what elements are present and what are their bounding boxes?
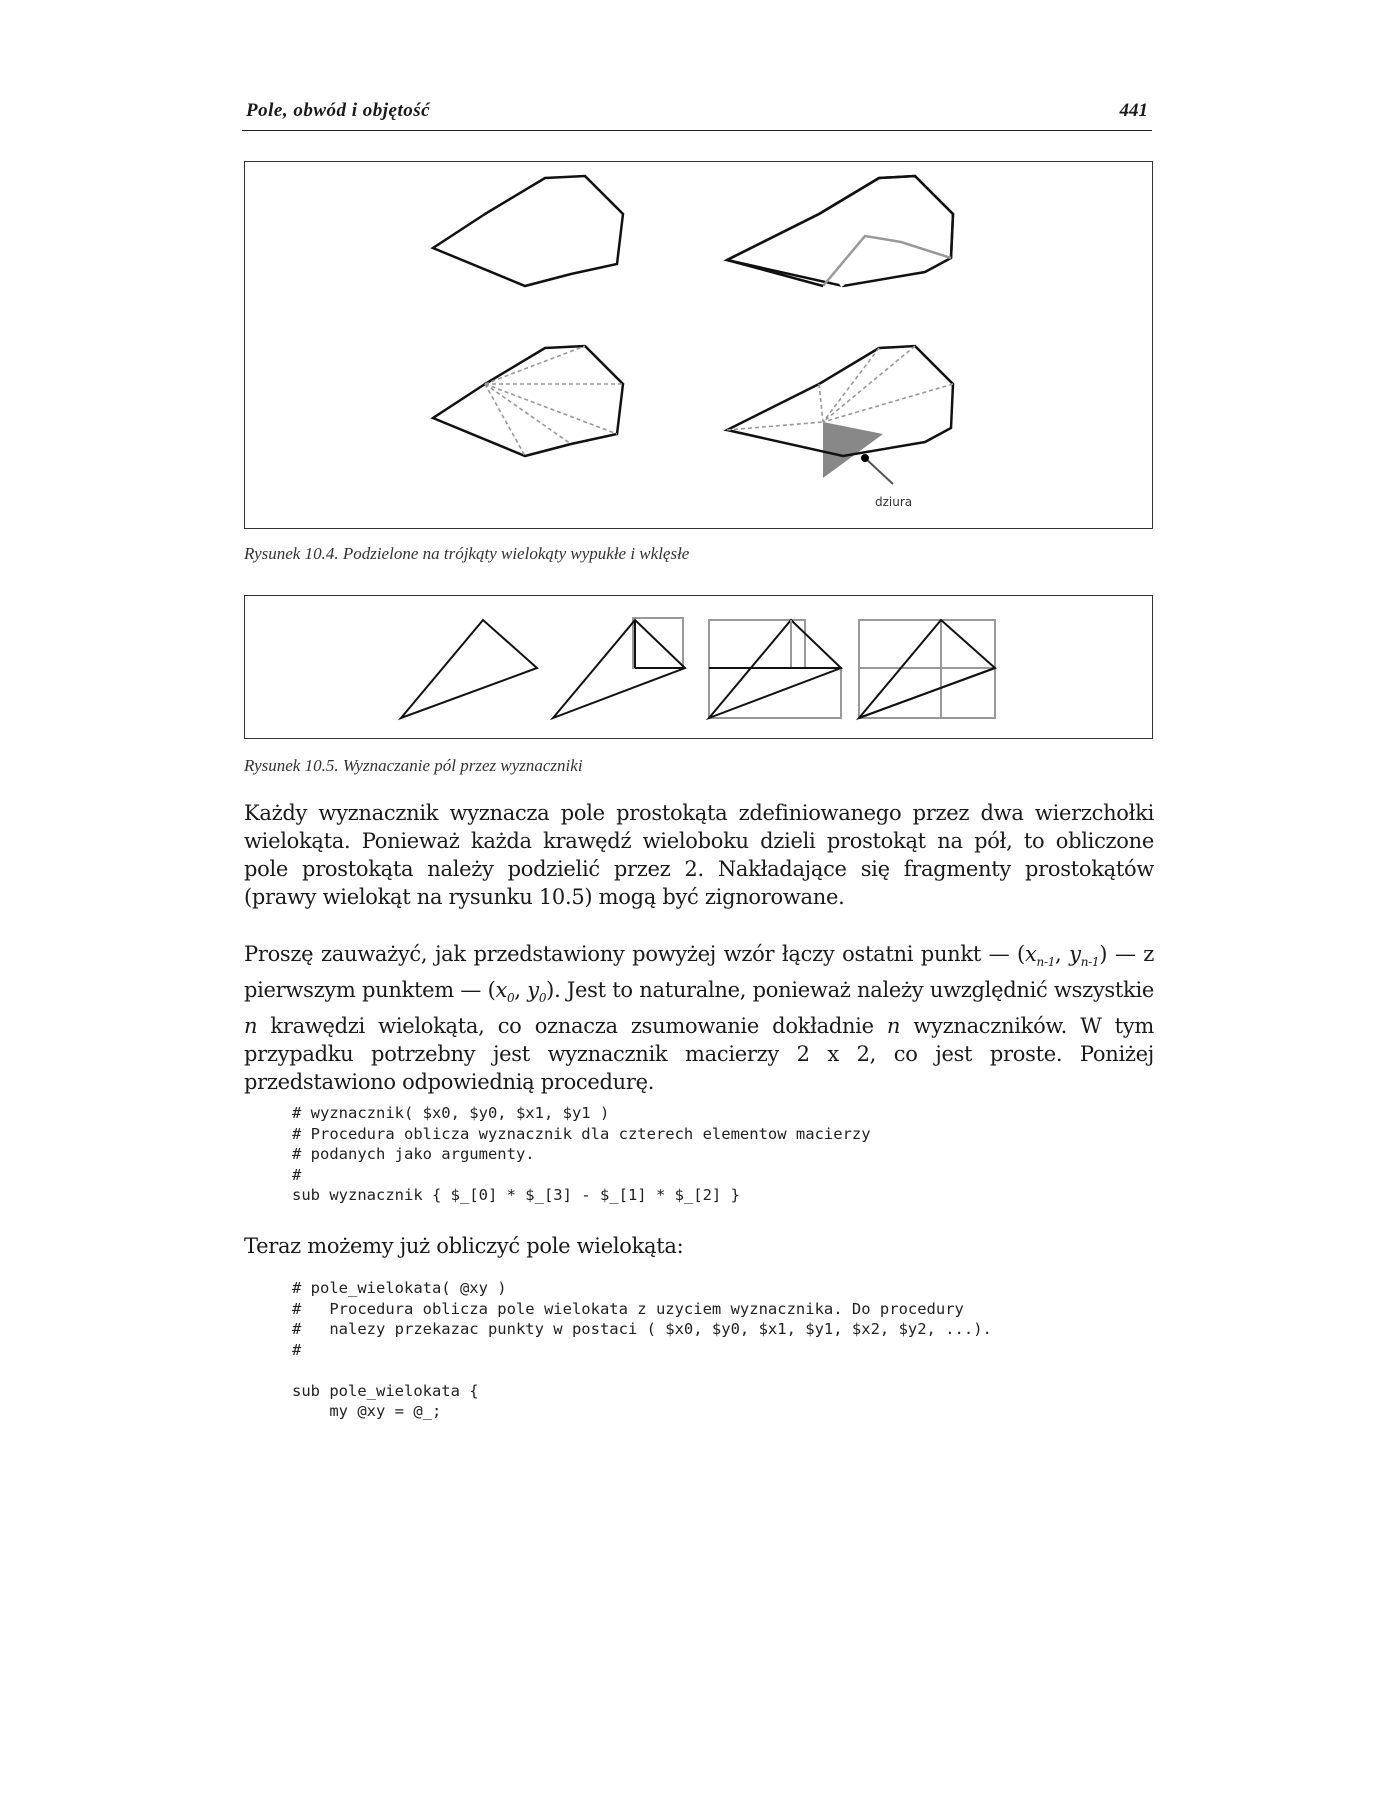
figure-10-4 (244, 161, 1153, 529)
figure-10-5-drawing (245, 596, 1152, 738)
concave-diagonals (727, 346, 953, 430)
code-block-wyznacznik: # wyznacznik( $x0, $y0, $x1, $y1 ) # Procedura oblicza wyznacznik dla czterech elementow macierzy # podanych jako argumenty. # sub wyznacznik { $_[0] * $_[3] - $_[1] * $_[2] } (292, 1104, 871, 1204)
paragraph-3: Teraz możemy już obliczyć pole wielokąta: (244, 1234, 684, 1258)
triangulated-convex (433, 346, 623, 456)
figure-10-5-caption: Rysunek 10.5. Wyznaczanie pól przez wyznaczniki (244, 756, 583, 775)
hole-dot (861, 454, 869, 462)
figure-10-4-caption: Rysunek 10.4. Podzielone na trójkąty wielokąty wypukłe i wklęsłe (244, 544, 690, 563)
running-title: Pole, obwód i objętość (246, 100, 431, 121)
figure-10-5 (244, 595, 1153, 739)
code-block-pole-wielokata: # pole_wielokata( @xy ) # Procedura oblicza pole wielokata z uzyciem wyznacznika. Do procedury # nalezy przekazac punkty w postaci ( $x0, $y0, $x1, $y1, $x2, $y2, ...). # sub pole_wielokata { my @xy = @_; (292, 1279, 992, 1420)
paragraph-1: Każdy wyznacznik wyznacza pole prostokąta zdefiniowanego przez dwa wierzchołki wielokąta. Ponieważ każda krawędź wieloboku dzieli prostokąt na pół, to obliczone pole prostokąta należy podzielić przez 2. Nakładające się fragmenty prostokątów (prawy wielokąt na rysunku 10.5) mogą być zignorowane. (244, 801, 1154, 909)
triangle-1 (401, 620, 537, 718)
concave-bottom-edge (727, 260, 823, 286)
convex-polygon (433, 176, 623, 286)
page-number: 441 (1119, 100, 1148, 121)
page-header (242, 96, 1152, 131)
concave-notch-edges (819, 214, 925, 272)
hole-label: dziura (875, 495, 913, 509)
paragraph-2: Proszę zauważyć, jak przedstawiony powyżej wzór łączy ostatni punkt — ($x_{n-1}$, $y_{n-1}$) — z pierwszym punktem — ($x_0$, $y_0$). Jest to naturalne, ponieważ należy uwzględnić wszystkie n krawędzi wielokąta, co oznacza zsumowanie dokładnie n wyznaczników. W tym przypadku potrzebny jest wyznacznik macierzy 2 x 2, co jest proste. Poniżej przedstawiono odpowiednią procedurę. (244, 942, 1155, 1095)
hole-pointer (865, 458, 893, 484)
figure-10-4-drawing (245, 162, 1152, 528)
